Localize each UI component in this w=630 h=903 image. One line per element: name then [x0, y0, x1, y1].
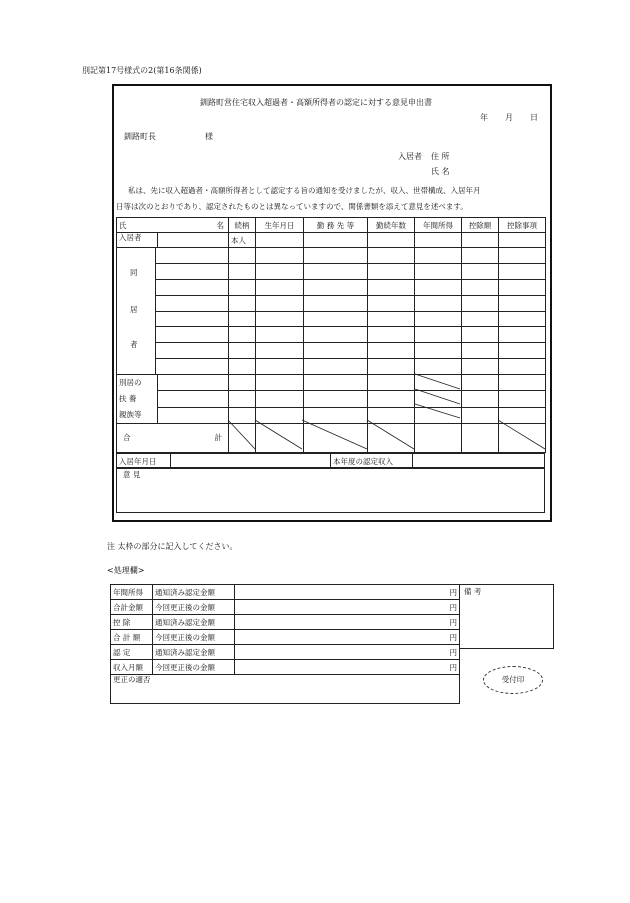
row-label-resident: 入居者: [117, 233, 158, 247]
header-name: 氏 名: [117, 218, 229, 233]
remarks-box: [460, 584, 554, 649]
table-header-row: [117, 218, 546, 233]
opinion-box: [116, 467, 545, 513]
processing-table: [110, 584, 460, 704]
header-relationship: 続柄: [229, 218, 256, 233]
table-row: 合 計 額 今回更正後の金額 円: [111, 630, 460, 645]
opinion-label: 意 見: [123, 470, 141, 479]
opinion-field[interactable]: [117, 468, 545, 513]
table-row: 年間所得 通知済み認定金額 円: [111, 585, 460, 600]
statement-line-1: 私は、先に収入超過者・高額所得者として認定する旨の通知を受けましたが、収入、世帯構成、入居年月: [128, 186, 481, 195]
move-in-label: 入居年月日: [117, 454, 171, 469]
header-deduction-amount: 控除額: [462, 218, 499, 233]
note: 注 太枠の部分に記入してください。: [107, 542, 238, 551]
correction-row: [111, 675, 460, 704]
statement-line-2: 日等は次のとおりであり、認定されたものとは異なっていますので、関係書類を添えて意見を述べます。: [116, 202, 468, 211]
address-label: 住 所: [431, 152, 450, 161]
date-month-label: 月: [505, 113, 513, 122]
name-label: 氏 名: [431, 167, 450, 176]
table-row: [117, 233, 546, 248]
date-day-label: 日: [530, 113, 538, 122]
resident-name-cell[interactable]: [117, 233, 229, 248]
remarks-label: 備 考: [464, 587, 482, 596]
header-birthdate: 生年月日: [256, 218, 304, 233]
table-row: 収入月額 今回更正後の金額 円: [111, 660, 460, 675]
dependents-block: [117, 375, 229, 424]
form-id: 別記第17号様式の2(第16条関係): [82, 66, 202, 75]
honorific: 様: [205, 132, 213, 141]
cohabitant-label: 同 居 者: [117, 248, 156, 374]
header-workplace: 勤 務 先 等: [304, 218, 368, 233]
resident-relationship-cell: 本人: [229, 233, 256, 248]
household-table: [116, 217, 546, 453]
date-year-label: 年: [480, 113, 488, 122]
certified-income-label: 本年度の認定収入: [331, 454, 413, 469]
correction-label: 更正の適否: [111, 675, 460, 704]
totals-label: 合 計: [117, 424, 229, 453]
header-annual-income: 年間所得: [415, 218, 462, 233]
table-row: 認 定 通知済み認定金額 円: [111, 645, 460, 660]
table-row: [117, 375, 546, 391]
document-title: 釧路町営住宅収入超過者・高額所得者の認定に対する意見申出書: [200, 98, 432, 107]
reception-stamp: 受付印: [483, 666, 543, 694]
processing-heading: <処理欄>: [107, 566, 145, 575]
totals-row: [117, 424, 546, 453]
addressee: 釧路町長: [124, 132, 156, 141]
cohabitant-block: [117, 248, 229, 375]
resident-label: 入居者: [398, 152, 422, 161]
table-row: 合計金額 今回更正後の金額 円: [111, 600, 460, 615]
header-years-employed: 勤続年数: [368, 218, 415, 233]
table-row: 控 除 通知済み認定金額 円: [111, 615, 460, 630]
dependents-label: 別居の 扶 養 親族等: [117, 375, 158, 423]
table-row: [117, 248, 546, 264]
header-deduction-items: 控除事項: [499, 218, 546, 233]
